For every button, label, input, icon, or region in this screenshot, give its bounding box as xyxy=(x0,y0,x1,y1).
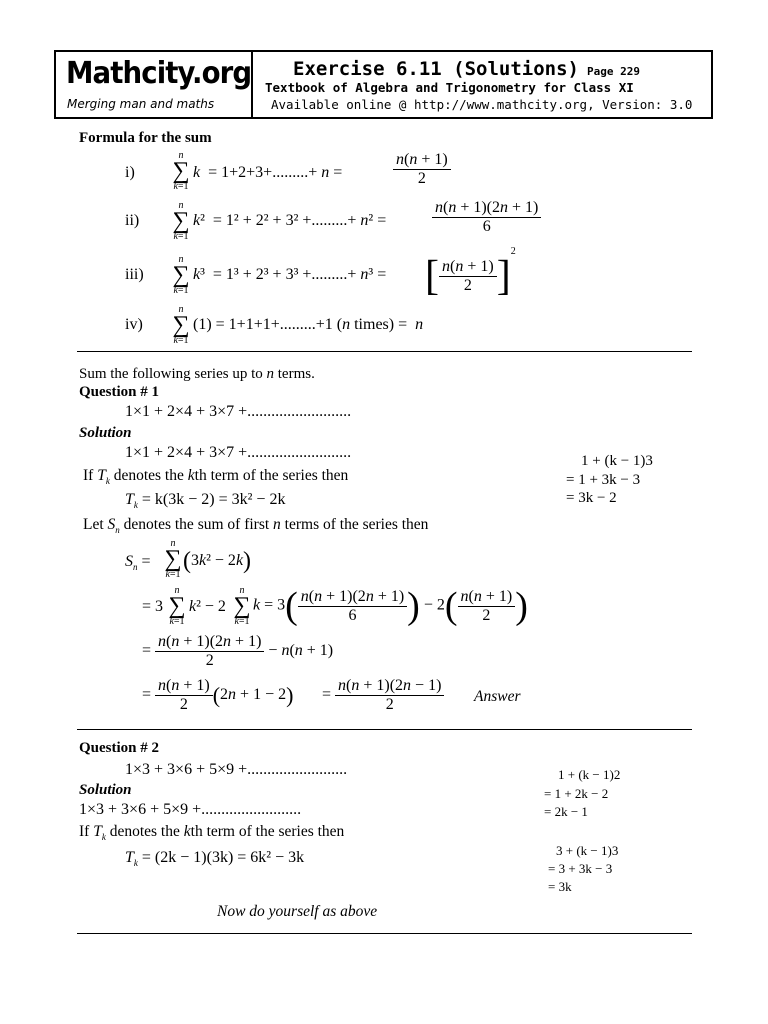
solution-2-label: Solution xyxy=(79,782,132,798)
online-link[interactable]: Available online @ http://www.mathcity.org, Version: 3.0 xyxy=(271,97,693,112)
sigma-2: n ∑ k=1 xyxy=(172,200,190,242)
formula-1-expr: k = 1+2+3+.........+ n = xyxy=(193,164,343,181)
sigma-1: n ∑ k=1 xyxy=(172,150,190,192)
sn-step-4-result: = $\frac{n(n + 1)(2n - 1)}{2}$ xyxy=(322,677,444,714)
formula-3-expr: k³ = 1³ + 2³ + 3³ +.........+ n³ = xyxy=(193,266,387,283)
logo-cell xyxy=(56,52,253,117)
side-calc-2-line-2: = 1 + 2k − 2 xyxy=(544,786,609,801)
sigma-sn-1: n ∑ k=1 xyxy=(164,538,182,580)
formula-label-1: i) xyxy=(125,164,135,181)
sn-step-1-expr: (3k² − 2k) xyxy=(183,548,252,574)
question-1-title: Question # 1 xyxy=(79,384,160,400)
side-calc-3-line-1: 3 + (k − 1)3 xyxy=(556,843,619,858)
sn-step-2-rhs: k = 3( $\frac{n(n + 1)(2n + 1)}{6}$ ) − 2( $\frac{n(n + 1)}{2}$ ) xyxy=(253,585,528,627)
site-logo[interactable]: Mathcity.org xyxy=(66,56,252,91)
divider-3 xyxy=(77,933,692,934)
solution-1-let: Let $S_n$ denotes the sum of first n terms of the series then xyxy=(83,516,429,536)
solution-2-tk: $T_k = (2k - 1)(3k) = 6k^2 - 3k$ xyxy=(125,849,305,869)
solution-2-series: 1×3 + 3×6 + 5×9 +......................... xyxy=(79,801,302,818)
formula-2-expr: k² = 1² + 2² + 3² +.........+ n² = xyxy=(193,212,387,229)
title-cell xyxy=(255,52,711,117)
formula-heading: Formula for the sum xyxy=(79,130,212,146)
sigma-4: n ∑ k=1 xyxy=(172,304,190,346)
exercise-title: Exercise 6.11 (Solutions) xyxy=(293,58,579,80)
formula-label-3: iii) xyxy=(125,266,144,283)
sn-step-1: $S_n$ = xyxy=(125,553,151,573)
sigma-sn-2b: n ∑ k=1 xyxy=(233,585,251,627)
sn-step-2-lhs: = 3 xyxy=(142,598,164,615)
sn-step-3: = $\frac{n(n + 1)(2n + 1)}{2}$ − n(n + 1) xyxy=(142,633,334,669)
header-box xyxy=(54,50,713,119)
side-calc-1-line-3: = 3k − 2 xyxy=(566,490,617,506)
question-1-series: 1×1 + 2×4 + 3×7 +.......................... xyxy=(125,403,352,420)
sigma-3: n ∑ k=1 xyxy=(172,254,190,296)
question-2-series: 1×3 + 3×6 + 5×9 +......................... xyxy=(125,761,348,778)
formula-label-4: iv) xyxy=(125,316,143,333)
side-calc-2-line-3: = 2k − 1 xyxy=(544,804,588,819)
solution-2-if: If $T_k$ denotes the kth term of the series then xyxy=(79,823,345,843)
sn-step-4: = $\frac{n(n + 1)}{2}$ (2n + 1 − 2) xyxy=(142,677,294,713)
formula-2-result: $\frac{n(n + 1)(2n + 1)}{6}$ xyxy=(432,199,541,236)
divider-2 xyxy=(77,729,692,730)
site-tagline: Merging man and maths xyxy=(67,97,215,111)
sigma-sn-2a: n ∑ k=1 xyxy=(168,585,186,627)
side-calc-3-line-2: = 3 + 3k − 3 xyxy=(548,861,613,876)
solution-1-tk: $T_k = k(3k - 2) = 3k^2 - 2k$ xyxy=(125,491,286,511)
book-title: Textbook of Algebra and Trigonometry for Class XI xyxy=(265,80,634,95)
solution-1-series: 1×1 + 2×4 + 3×7 +.......................... xyxy=(125,444,352,461)
formula-3-result: [ $\frac{n(n + 1)}{2}$ ]$^2$ xyxy=(425,246,516,300)
side-calc-1-line-1: 1 + (k − 1)3 xyxy=(581,453,653,469)
answer-label: Answer xyxy=(474,688,521,705)
formula-1-result: $\frac{n(n + 1)}{2}$ xyxy=(393,151,451,188)
page-number: Page 229 xyxy=(586,65,640,78)
side-calc-1-line-2: = 1 + 3k − 3 xyxy=(566,472,641,488)
divider-1 xyxy=(77,351,692,352)
sn-step-2-mid: k² − 2 xyxy=(189,598,226,615)
intro-text: Sum the following series up to n terms. xyxy=(79,366,315,382)
formula-label-2: ii) xyxy=(125,212,140,229)
solution-1-if: If $T_k$ denotes the kth term of the series then xyxy=(83,467,349,487)
side-calc-2-line-1: 1 + (k − 1)2 xyxy=(558,767,621,782)
closing-note: Now do yourself as above xyxy=(217,903,378,920)
side-calc-3-line-3: = 3k xyxy=(548,879,572,894)
formula-4-expr: (1) = 1+1+1+.........+1 (n times) = n xyxy=(193,316,424,333)
solution-1-label: Solution xyxy=(79,425,132,441)
question-2-title: Question # 2 xyxy=(79,740,160,756)
